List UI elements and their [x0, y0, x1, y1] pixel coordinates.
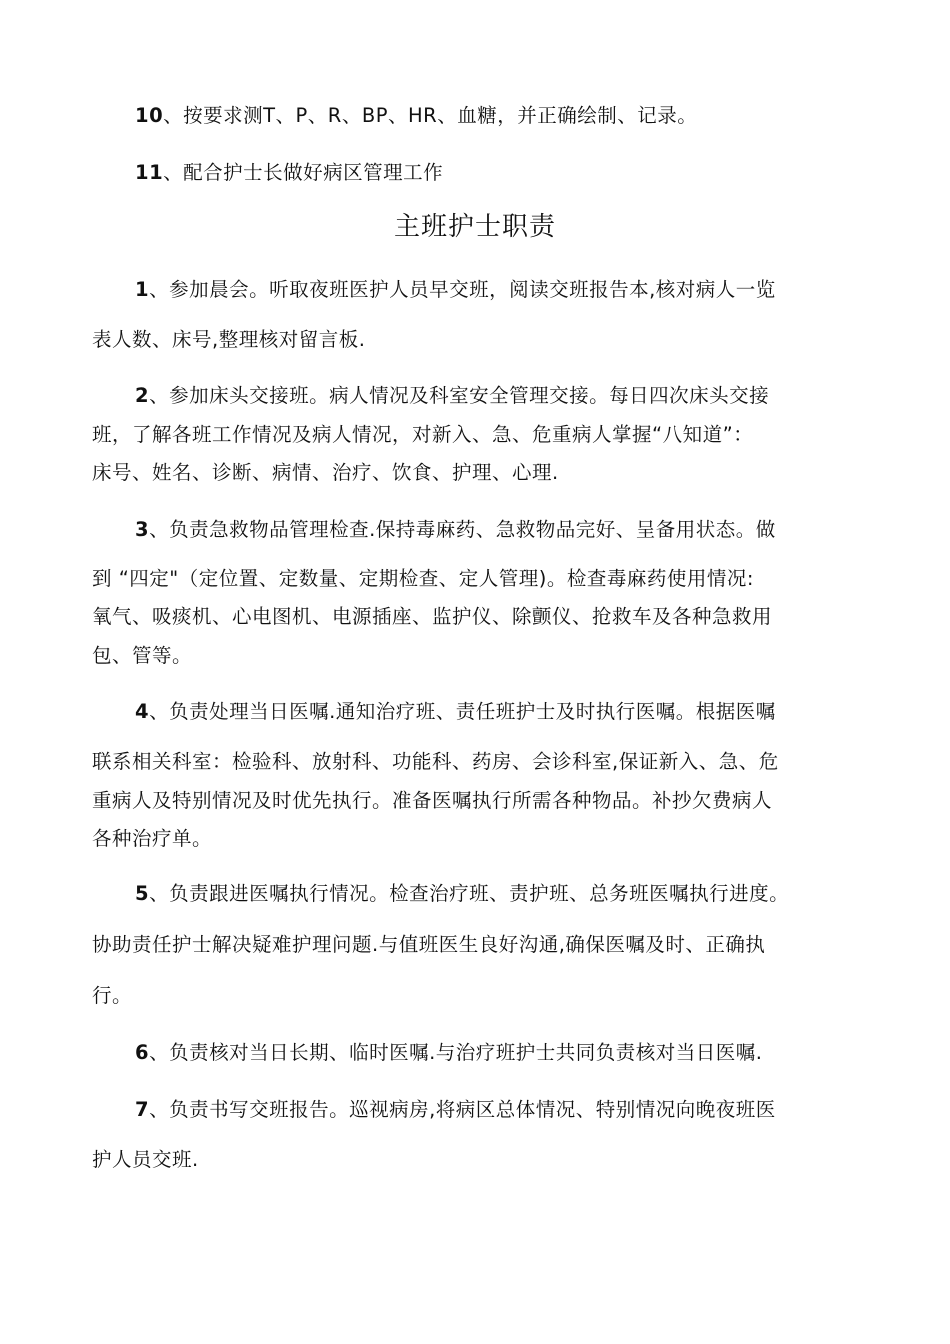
item-line: 、负责处理当日医嘱.通知治疗班、责任班护士及时执行医嘱。根据医嘱: [149, 700, 776, 723]
item-number: 6: [135, 1041, 150, 1064]
duty-item-5-cont: 协助责任护士解决疑难护理问题.与值班医生良好沟通,确保医嘱及时、正确执: [92, 933, 766, 956]
list-item-10: [135, 100, 697, 128]
duty-item-2: [135, 380, 769, 408]
item-number: 3: [135, 518, 150, 541]
duty-item-4-cont: 重病人及特别情况及时优先执行。准备医嘱执行所需各种物品。补抄欠费病人: [92, 789, 773, 812]
item-number: 11: [135, 161, 164, 184]
duty-item-3: [135, 514, 776, 542]
duty-item-4-cont: 联系相关科室：检验科、放射科、功能科、药房、会诊科室,保证新入、急、危: [92, 750, 779, 773]
duty-item-3-cont: 包、管等。: [92, 644, 193, 667]
section-title: 主班护士职责: [393, 212, 556, 242]
item-line: 、负责书写交班报告。巡视病房,将病区总体情况、特别情况向晚夜班医: [149, 1098, 776, 1121]
duty-item-6: [135, 1037, 762, 1065]
item-number: 4: [135, 700, 150, 723]
duty-item-4-cont: 各种治疗单。: [92, 827, 213, 850]
duty-item-5-cont: 行。: [92, 984, 133, 1007]
item-number: 2: [135, 384, 150, 407]
item-number: 1: [135, 278, 150, 301]
duty-item-3-cont: 到 “四定"（定位置、定数量、定期检查、定人管理)。检查毒麻药使用情况:: [92, 567, 754, 590]
duty-item-7: [135, 1094, 776, 1122]
item-text: 、按要求测T、P、R、BP、HR、血糖，并正确绘制、记录。: [163, 104, 698, 127]
duty-item-1: [135, 274, 776, 302]
duty-item-5: [135, 878, 789, 906]
item-number: 10: [135, 104, 164, 127]
item-line: 、参加晨会。听取夜班医护人员早交班，阅读交班报告本,核对病人一览: [149, 278, 776, 301]
duty-item-2-cont: 床号、姓名、诊断、病情、治疗、饮食、护理、心理.: [92, 461, 559, 484]
duty-item-3-cont: 氧气、吸痰机、心电图机、电源插座、监护仪、除颤仪、抢救车及各种急救用: [92, 605, 773, 628]
item-number: 7: [135, 1098, 150, 1121]
duty-item-2-cont: 班，了解各班工作情况及病人情况，对新入、急、危重病人掌握“八知道”：: [92, 423, 754, 446]
duty-item-4: [135, 696, 776, 724]
item-line: 、参加床头交接班。病人情况及科室安全管理交接。每日四次床头交接: [149, 384, 770, 407]
item-text: 、配合护士长做好病区管理工作: [163, 161, 444, 184]
list-item-11: [135, 157, 443, 185]
duty-item-7-cont: 护人员交班.: [92, 1148, 199, 1171]
item-line: 、负责急救物品管理检查.保持毒麻药、急救物品完好、呈备用状态。做: [149, 518, 776, 541]
item-number: 5: [135, 882, 150, 905]
item-line: 、负责跟进医嘱执行情况。检查治疗班、责护班、总务班医嘱执行进度。: [149, 882, 790, 905]
item-line: 、负责核对当日长期、临时医嘱.与治疗班护士共同负责核对当日医嘱.: [149, 1041, 763, 1064]
duty-item-1-cont: 表人数、床号,整理核对留言板.: [92, 328, 366, 351]
